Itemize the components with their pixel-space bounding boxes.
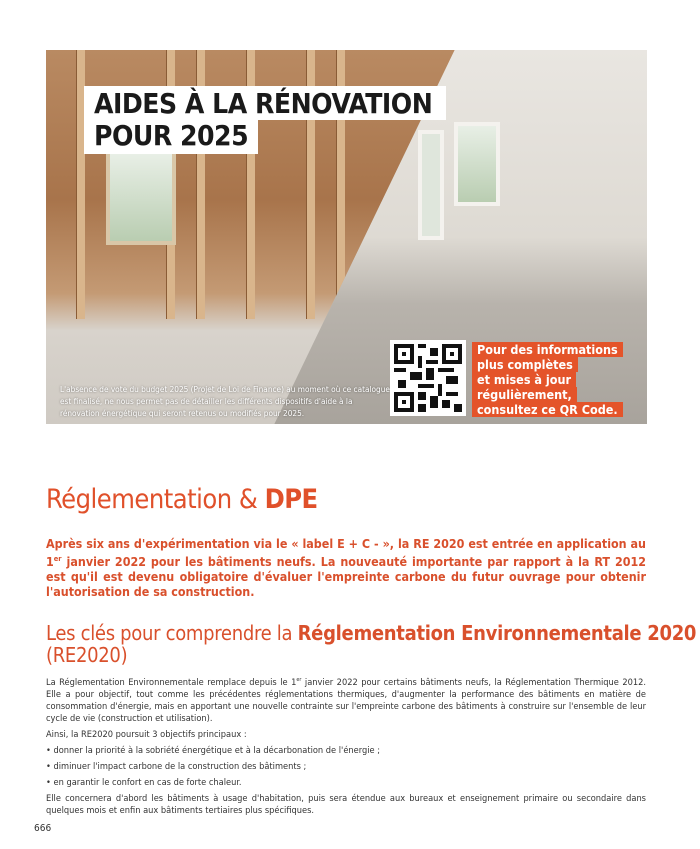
paragraph (46, 674, 646, 725)
title-bold: DPE (264, 484, 318, 515)
section-title (46, 484, 318, 515)
bullet-item: • en garantir le confort en cas de forte chaleur. (46, 777, 242, 789)
disclaimer: L'absence de vote du budget 2025 (Projet de Loi de Finance) au moment où ce catalogue est finalisé, ne nous permet pas de détailler les différents dispositifs d'aide à la rénovation énergétique qui seront retenus ou modifiés pour 2025. (60, 384, 390, 418)
bullet-item: • donner la priorité à la sobriété énergétique et à la décarbonation de l'énergie ; (46, 745, 381, 757)
qr-callout-line: régulièrement, (472, 387, 577, 402)
lead-b: janvier 2022 pour les bâtiments neufs. La nouveauté importante par rapport à la RT 2012 est qu'il est devenu obligatoire d'évaluer l'empreinte carbone du futur ouvrage pour obtenir l'autorisation de sa construction. (46, 554, 646, 600)
hero-title-line2: POUR 2025 (84, 120, 258, 154)
body-text (46, 674, 646, 821)
paragraph: Elle concernera d'abord les bâtiments à usage d'habitation, puis sera étendue aux bureaux et enseignement primaire ou secondaire dans quelques mois et enfin aux bâtiments tertiaires plus spécifiques. (46, 793, 646, 817)
qr-code[interactable] (390, 340, 466, 416)
lead-a: Après six ans d'expérimentation via le « label E + C - », la RE 2020 est entrée en application au 1 (46, 536, 646, 570)
lead-sup: er (53, 554, 62, 563)
page-number: 666 (34, 823, 52, 834)
hero-title-line1: AIDES À LA RÉNOVATION (84, 86, 446, 120)
title-amp: & (231, 484, 265, 515)
paragraph: Ainsi, la RE2020 poursuit 3 objectifs principaux : (46, 729, 247, 741)
p1-sup: er (296, 677, 302, 683)
p1-b: janvier 2022 pour certains bâtiments neufs, la Réglementation Thermique 2012. Elle a pour objectif, tout comme les précédentes réglementations thermiques, d'augmenter la performance des bâtiments en matière de consommation d'énergie, mais en apportant une nouvelle contrainte sur l'empreinte carbone des bâtiments à construire sur l'ensemble de leur cycle de vie (construction et utilisation). (46, 677, 647, 725)
p1-a: La Réglementation Environnementale remplace depuis le 1 (46, 677, 297, 689)
qr-callout (472, 342, 623, 417)
qr-callout-line: consultez ce QR Code. (472, 402, 623, 417)
qr-code-icon (394, 344, 462, 412)
hero-image (46, 50, 647, 424)
bullet-item: • diminuer l'impact carbone de la construction des bâtiments ; (46, 761, 307, 773)
sub-paren: (RE2020) (46, 643, 128, 667)
qr-callout-line: Pour des informations (472, 342, 623, 357)
sub-bold: Réglementation Environnementale 2020 (297, 621, 697, 645)
qr-callout-line: et mises à jour (472, 372, 576, 387)
subsection-title (46, 622, 700, 666)
sub-light: Les clés pour comprendre la (46, 621, 298, 645)
lead-paragraph (46, 536, 646, 599)
qr-callout-line: plus complètes (472, 357, 578, 372)
title-light: Réglementation (46, 484, 232, 515)
